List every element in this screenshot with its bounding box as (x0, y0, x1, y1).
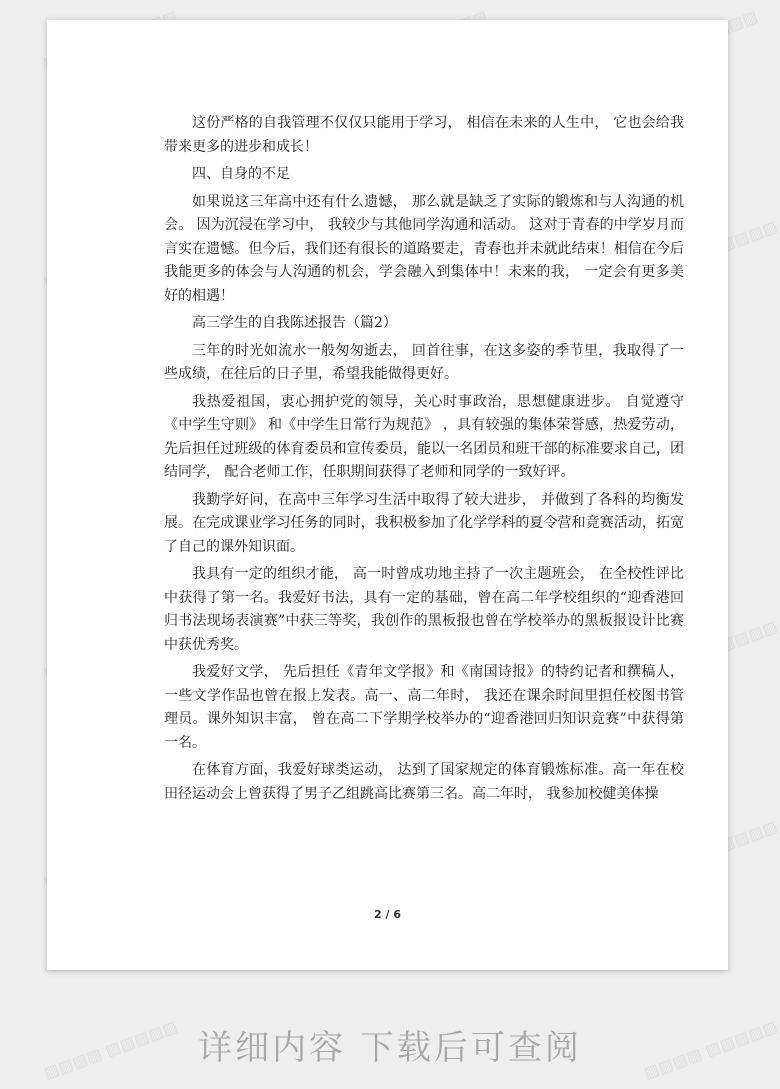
paragraph: 我具有一定的组织才能， 高一时曾成功地主持了一次主题班会， 在全校性评比中获得了第一名。我爱好书法，具有一定的基础，曾在高二年学校组织的“迎香港回归书法现场表演赛”中获三等奖，我创作的黑板报也曾在学校举办的黑板报设计比赛中获优秀奖。 (164, 566, 684, 653)
watermark: ▨▨▨▨▨ (702, 616, 780, 661)
paragraph: 在体育方面，我爱好球类运动， 达到了国家规定的体育锻炼标准。高一年在校田径运动会上曾获得了男子乙组跳高比赛第三名。高二年时， 我参加校健美体操 (164, 762, 684, 802)
document-page (47, 20, 728, 970)
paragraph: 如果说这三年高中还有什么遗憾， 那么就是缺乏了实际的锻炼和与人沟通的机会。 因为沉浸在学习中， 我较少与其他同学沟通和活动。 这对于青春的中学岁月而言实在遗憾。但今后，我们还有很长的道路要走，青春也并未就此结束！相信在今后我能更多的体会与人沟通的机会，学会融入到集体中！未来的我， 一定会有更多美好的相遇！ (164, 193, 684, 304)
paragraph: 三年的时光如流水一般匆匆逝去， 回首往事，在这多姿的季节里，我取得了一些成绩，在往后的日子里，希望我能做得更好。 (164, 342, 684, 382)
paragraph: 我热爱祖国，衷心拥护党的领导，关心时事政治，思想健康进步。 自觉遵守《中学生守则》 和《中学生日常行为规范》 ，具有较强的集体荣誉感，热爱劳动， 先后担任过班级的体育委员和宣传委员，能以一名团员和班干部的标准要求自己，团结同学， 配合老师工作，任职期间获得了老师和同学的一致好评。 (164, 393, 684, 480)
page-number: 2 / 6 (374, 908, 401, 921)
watermark: ▨▨▨▨▨ (702, 816, 780, 861)
paragraph: 这份严格的自我管理不仅仅只能用于学习， 相信在未来的人生中， 它也会给我带来更多的进步和成长！ (164, 115, 684, 155)
watermark: ▨▨▨▨▨ (702, 216, 780, 261)
document-body (164, 112, 684, 810)
download-prompt: 详细内容 下载后可查阅 (198, 1028, 582, 1068)
paragraph: 我勤学好问，在高中三年学习生活中取得了较大进步， 并做到了各科的均衡发展。在完成课业学习任务的同时，我积极参加了化学学科的夏令营和竞赛活动，拓宽了自己的课外知识面。 (164, 491, 684, 555)
paragraph: 我爱好文学， 先后担任《青年文学报》和《南国诗报》的特约记者和撰稿人，一些文学作品也曾在报上发表。高一、高二年时， 我还在课余时间里担任校图书管理员。课外知识丰富， 曾在高二下学期学校举办的“迎香港回归知识竞赛”中获得第一名。 (164, 664, 684, 751)
section-heading: 四、自身的不足 (192, 166, 290, 182)
section-heading: 高三学生的自我陈述报告（篇2） (192, 315, 397, 331)
watermark: ▨▨▨▨ ▨▨▨▨▨ (641, 1016, 780, 1083)
watermark: ▨▨▨▨ ▨▨▨▨▨ (41, 1016, 181, 1083)
